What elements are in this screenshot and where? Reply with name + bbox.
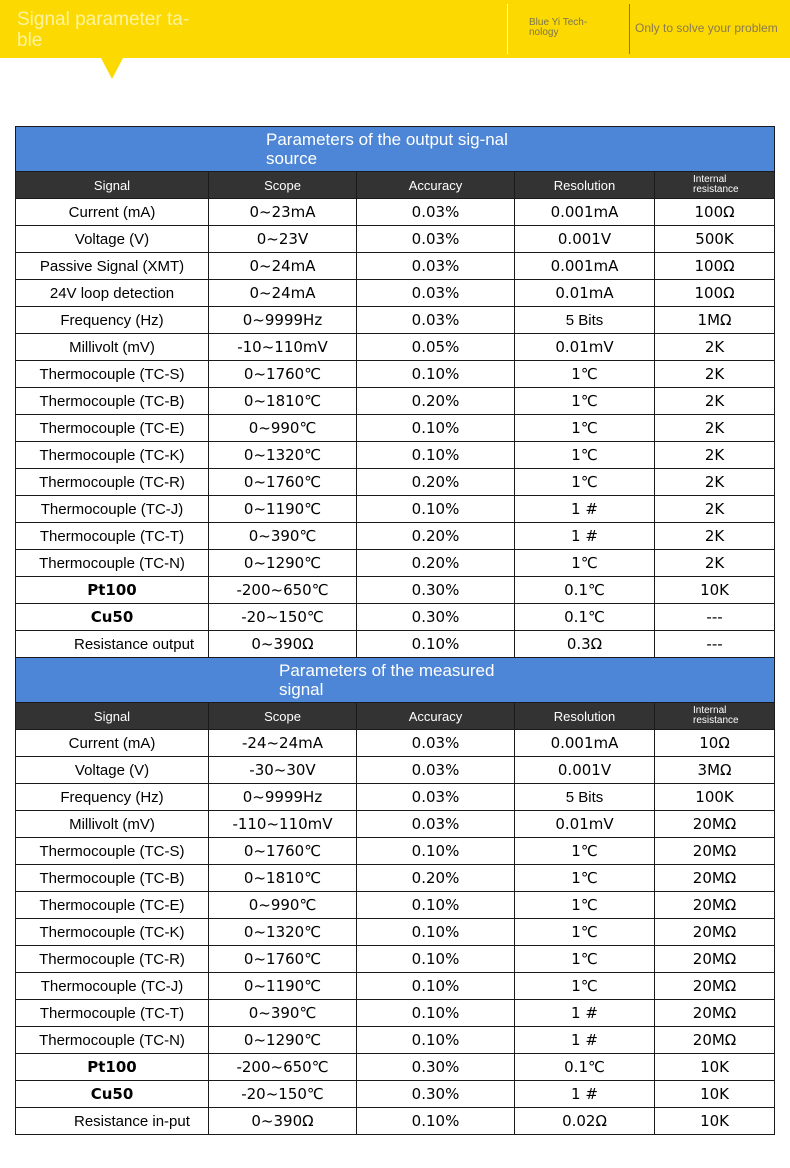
column-header-row xyxy=(16,703,775,730)
accuracy-cell: 0.30% xyxy=(357,1054,515,1081)
page-title: Signal parameter ta-ble xyxy=(17,9,190,51)
table-row xyxy=(16,757,775,784)
table-row xyxy=(16,1027,775,1054)
table-row xyxy=(16,604,775,631)
table-row xyxy=(16,973,775,1000)
signal-cell: Frequency (Hz) xyxy=(16,784,209,811)
scope-cell: 0~23mA xyxy=(209,199,357,226)
scope-cell: 0~1760℃ xyxy=(209,361,357,388)
internal-resistance-cell: 2K xyxy=(655,334,775,361)
internal-resistance-cell: 2K xyxy=(655,361,775,388)
resolution-cell: 1℃ xyxy=(515,838,655,865)
scope-cell: -30~30V xyxy=(209,757,357,784)
accuracy-cell: 0.05% xyxy=(357,334,515,361)
signal-cell: Thermocouple (TC-B) xyxy=(16,388,209,415)
table-row xyxy=(16,415,775,442)
table-row xyxy=(16,199,775,226)
banner-pointer-icon xyxy=(101,58,123,79)
table-row xyxy=(16,469,775,496)
column-header-accuracy: Accuracy xyxy=(357,172,515,199)
accuracy-cell: 0.10% xyxy=(357,1000,515,1027)
internal-resistance-cell: 20MΩ xyxy=(655,1027,775,1054)
scope-cell: -24~24mA xyxy=(209,730,357,757)
table-row xyxy=(16,496,775,523)
accuracy-cell: 0.10% xyxy=(357,892,515,919)
scope-cell: 0~990℃ xyxy=(209,892,357,919)
internal-resistance-cell: 20MΩ xyxy=(655,865,775,892)
section-title: Parameters of the measured signal xyxy=(279,661,495,699)
internal-resistance-cell: 100K xyxy=(655,784,775,811)
internal-resistance-cell: 20MΩ xyxy=(655,811,775,838)
column-header-row xyxy=(16,172,775,199)
scope-cell: 0~1190℃ xyxy=(209,496,357,523)
signal-parameter-table xyxy=(15,126,775,1135)
resolution-cell: 0.1℃ xyxy=(515,1054,655,1081)
scope-cell: 0~1760℃ xyxy=(209,469,357,496)
signal-cell: Thermocouple (TC-K) xyxy=(16,442,209,469)
column-header-scope: Scope xyxy=(209,703,357,730)
accuracy-cell: 0.10% xyxy=(357,631,515,658)
column-header-resolution: Resolution xyxy=(515,172,655,199)
signal-cell: Thermocouple (TC-J) xyxy=(16,973,209,1000)
scope-cell: 0~1760℃ xyxy=(209,838,357,865)
internal-resistance-cell: --- xyxy=(655,631,775,658)
accuracy-cell: 0.20% xyxy=(357,523,515,550)
signal-cell: Thermocouple (TC-E) xyxy=(16,892,209,919)
signal-cell: Thermocouple (TC-R) xyxy=(16,946,209,973)
scope-cell: 0~1760℃ xyxy=(209,946,357,973)
internal-resistance-cell: 2K xyxy=(655,442,775,469)
signal-cell: Pt100 xyxy=(16,1054,209,1081)
scope-cell: -10~110mV xyxy=(209,334,357,361)
resolution-cell: 1 # xyxy=(515,523,655,550)
table-row xyxy=(16,1054,775,1081)
accuracy-cell: 0.03% xyxy=(357,757,515,784)
column-header-signal: Signal xyxy=(16,172,209,199)
signal-cell: Voltage (V) xyxy=(16,226,209,253)
internal-resistance-cell: 100Ω xyxy=(655,253,775,280)
accuracy-cell: 0.30% xyxy=(357,604,515,631)
table-row xyxy=(16,253,775,280)
table-row xyxy=(16,280,775,307)
internal-resistance-cell: 20MΩ xyxy=(655,973,775,1000)
header-divider xyxy=(629,4,630,54)
internal-resistance-cell: 2K xyxy=(655,550,775,577)
accuracy-cell: 0.03% xyxy=(357,253,515,280)
scope-cell: -200~650℃ xyxy=(209,1054,357,1081)
signal-cell: Thermocouple (TC-N) xyxy=(16,550,209,577)
internal-resistance-cell: 10K xyxy=(655,1108,775,1135)
resolution-cell: 1℃ xyxy=(515,442,655,469)
resolution-cell: 0.01mA xyxy=(515,280,655,307)
resolution-cell: 1℃ xyxy=(515,415,655,442)
accuracy-cell: 0.03% xyxy=(357,199,515,226)
company-name: Blue Yi Tech-nology xyxy=(529,17,588,38)
scope-cell: 0~1290℃ xyxy=(209,1027,357,1054)
scope-cell: 0~390Ω xyxy=(209,1108,357,1135)
scope-cell: 0~990℃ xyxy=(209,415,357,442)
internal-resistance-cell: 10K xyxy=(655,1054,775,1081)
table-row xyxy=(16,523,775,550)
scope-cell: 0~24mA xyxy=(209,253,357,280)
scope-cell: -20~150℃ xyxy=(209,604,357,631)
internal-resistance-cell: 100Ω xyxy=(655,280,775,307)
internal-resistance-cell: --- xyxy=(655,604,775,631)
accuracy-cell: 0.10% xyxy=(357,415,515,442)
signal-cell: Thermocouple (TC-S) xyxy=(16,838,209,865)
signal-cell: Frequency (Hz) xyxy=(16,307,209,334)
table-row xyxy=(16,334,775,361)
section-title: Parameters of the output sig-nal source xyxy=(266,130,508,168)
signal-cell: Thermocouple (TC-R) xyxy=(16,469,209,496)
accuracy-cell: 0.10% xyxy=(357,919,515,946)
resolution-cell: 0.01mV xyxy=(515,811,655,838)
internal-resistance-cell: 3MΩ xyxy=(655,757,775,784)
measured-section xyxy=(16,658,775,1135)
accuracy-cell: 0.30% xyxy=(357,577,515,604)
signal-cell: Thermocouple (TC-N) xyxy=(16,1027,209,1054)
signal-cell: Current (mA) xyxy=(16,730,209,757)
signal-cell: Resistance output xyxy=(16,631,209,658)
table-row xyxy=(16,811,775,838)
internal-resistance-cell: 20MΩ xyxy=(655,919,775,946)
internal-resistance-cell: 500K xyxy=(655,226,775,253)
accuracy-cell: 0.10% xyxy=(357,442,515,469)
scope-cell: -110~110mV xyxy=(209,811,357,838)
accuracy-cell: 0.20% xyxy=(357,550,515,577)
scope-cell: 0~1810℃ xyxy=(209,388,357,415)
signal-cell: Passive Signal (XMT) xyxy=(16,253,209,280)
resolution-cell: 5 Bits xyxy=(515,307,655,334)
internal-resistance-cell: 20MΩ xyxy=(655,946,775,973)
scope-cell: 0~23V xyxy=(209,226,357,253)
table-row xyxy=(16,865,775,892)
table-row xyxy=(16,1108,775,1135)
resolution-cell: 0.001mA xyxy=(515,730,655,757)
signal-cell: Millivolt (mV) xyxy=(16,334,209,361)
table-row xyxy=(16,577,775,604)
signal-cell: Millivolt (mV) xyxy=(16,811,209,838)
signal-cell: Thermocouple (TC-S) xyxy=(16,361,209,388)
resolution-cell: 0.1℃ xyxy=(515,604,655,631)
column-header-accuracy: Accuracy xyxy=(357,703,515,730)
signal-cell: Thermocouple (TC-B) xyxy=(16,865,209,892)
resolution-cell: 0.1℃ xyxy=(515,577,655,604)
accuracy-cell: 0.10% xyxy=(357,496,515,523)
table-row xyxy=(16,1081,775,1108)
resolution-cell: 1 # xyxy=(515,1027,655,1054)
signal-cell: Thermocouple (TC-E) xyxy=(16,415,209,442)
scope-cell: -20~150℃ xyxy=(209,1081,357,1108)
resolution-cell: 1℃ xyxy=(515,919,655,946)
accuracy-cell: 0.30% xyxy=(357,1081,515,1108)
resolution-cell: 1 # xyxy=(515,1081,655,1108)
accuracy-cell: 0.03% xyxy=(357,730,515,757)
table-row xyxy=(16,919,775,946)
resolution-cell: 0.3Ω xyxy=(515,631,655,658)
table-row xyxy=(16,307,775,334)
internal-resistance-cell: 10K xyxy=(655,1081,775,1108)
accuracy-cell: 0.20% xyxy=(357,469,515,496)
company-slogan: Only to solve your problem xyxy=(635,21,778,35)
table-row xyxy=(16,730,775,757)
resolution-cell: 0.001mA xyxy=(515,199,655,226)
resolution-cell: 1℃ xyxy=(515,388,655,415)
signal-cell: Thermocouple (TC-K) xyxy=(16,919,209,946)
internal-resistance-cell: 2K xyxy=(655,415,775,442)
table-row xyxy=(16,631,775,658)
internal-resistance-cell: 10Ω xyxy=(655,730,775,757)
accuracy-cell: 0.03% xyxy=(357,811,515,838)
internal-resistance-cell: 10K xyxy=(655,577,775,604)
resolution-cell: 1℃ xyxy=(515,892,655,919)
internal-resistance-cell: 2K xyxy=(655,469,775,496)
section-header-measured xyxy=(16,658,775,703)
accuracy-cell: 0.10% xyxy=(357,973,515,1000)
scope-cell: 0~9999Hz xyxy=(209,784,357,811)
signal-cell: 24V loop detection xyxy=(16,280,209,307)
scope-cell: 0~24mA xyxy=(209,280,357,307)
table-row xyxy=(16,388,775,415)
accuracy-cell: 0.20% xyxy=(357,865,515,892)
table-row xyxy=(16,784,775,811)
column-header-signal: Signal xyxy=(16,703,209,730)
signal-cell: Thermocouple (TC-J) xyxy=(16,496,209,523)
signal-cell: Current (mA) xyxy=(16,199,209,226)
header-divider xyxy=(507,4,508,54)
accuracy-cell: 0.10% xyxy=(357,1027,515,1054)
scope-cell: -200~650℃ xyxy=(209,577,357,604)
internal-resistance-cell: 100Ω xyxy=(655,199,775,226)
accuracy-cell: 0.03% xyxy=(357,226,515,253)
internal-resistance-cell: 1MΩ xyxy=(655,307,775,334)
resolution-cell: 1 # xyxy=(515,1000,655,1027)
internal-resistance-cell: 20MΩ xyxy=(655,1000,775,1027)
resolution-cell: 1℃ xyxy=(515,865,655,892)
table-row xyxy=(16,361,775,388)
section-header-output xyxy=(16,127,775,172)
signal-cell: Pt100 xyxy=(16,577,209,604)
column-header-internal-resistance: Internal resistance xyxy=(655,172,775,199)
internal-resistance-cell: 2K xyxy=(655,496,775,523)
signal-cell: Voltage (V) xyxy=(16,757,209,784)
resolution-cell: 0.001mA xyxy=(515,253,655,280)
scope-cell: 0~390℃ xyxy=(209,1000,357,1027)
resolution-cell: 1℃ xyxy=(515,550,655,577)
scope-cell: 0~1290℃ xyxy=(209,550,357,577)
output-section xyxy=(16,127,775,658)
resolution-cell: 1 # xyxy=(515,496,655,523)
resolution-cell: 0.001V xyxy=(515,757,655,784)
table-row xyxy=(16,226,775,253)
column-header-resolution: Resolution xyxy=(515,703,655,730)
resolution-cell: 0.001V xyxy=(515,226,655,253)
internal-resistance-cell: 20MΩ xyxy=(655,838,775,865)
signal-cell: Resistance in-put xyxy=(16,1108,209,1135)
resolution-cell: 1℃ xyxy=(515,973,655,1000)
accuracy-cell: 0.10% xyxy=(357,838,515,865)
resolution-cell: 0.02Ω xyxy=(515,1108,655,1135)
accuracy-cell: 0.20% xyxy=(357,388,515,415)
resolution-cell: 0.01mV xyxy=(515,334,655,361)
scope-cell: 0~1810℃ xyxy=(209,865,357,892)
resolution-cell: 1℃ xyxy=(515,469,655,496)
resolution-cell: 1℃ xyxy=(515,361,655,388)
internal-resistance-cell: 2K xyxy=(655,523,775,550)
column-header-internal-resistance: Internal resistance xyxy=(655,703,775,730)
signal-cell: Cu50 xyxy=(16,604,209,631)
accuracy-cell: 0.10% xyxy=(357,946,515,973)
internal-resistance-cell: 20MΩ xyxy=(655,892,775,919)
table-row xyxy=(16,442,775,469)
signal-cell: Cu50 xyxy=(16,1081,209,1108)
table-row xyxy=(16,838,775,865)
resolution-cell: 1℃ xyxy=(515,946,655,973)
column-header-scope: Scope xyxy=(209,172,357,199)
table-row xyxy=(16,550,775,577)
accuracy-cell: 0.03% xyxy=(357,307,515,334)
accuracy-cell: 0.03% xyxy=(357,784,515,811)
resolution-cell: 5 Bits xyxy=(515,784,655,811)
signal-cell: Thermocouple (TC-T) xyxy=(16,1000,209,1027)
accuracy-cell: 0.03% xyxy=(357,280,515,307)
internal-resistance-cell: 2K xyxy=(655,388,775,415)
scope-cell: 0~1320℃ xyxy=(209,442,357,469)
accuracy-cell: 0.10% xyxy=(357,361,515,388)
scope-cell: 0~1320℃ xyxy=(209,919,357,946)
scope-cell: 0~9999Hz xyxy=(209,307,357,334)
table-row xyxy=(16,946,775,973)
table-row xyxy=(16,1000,775,1027)
accuracy-cell: 0.10% xyxy=(357,1108,515,1135)
table-row xyxy=(16,892,775,919)
scope-cell: 0~390Ω xyxy=(209,631,357,658)
scope-cell: 0~390℃ xyxy=(209,523,357,550)
signal-cell: Thermocouple (TC-T) xyxy=(16,523,209,550)
scope-cell: 0~1190℃ xyxy=(209,973,357,1000)
